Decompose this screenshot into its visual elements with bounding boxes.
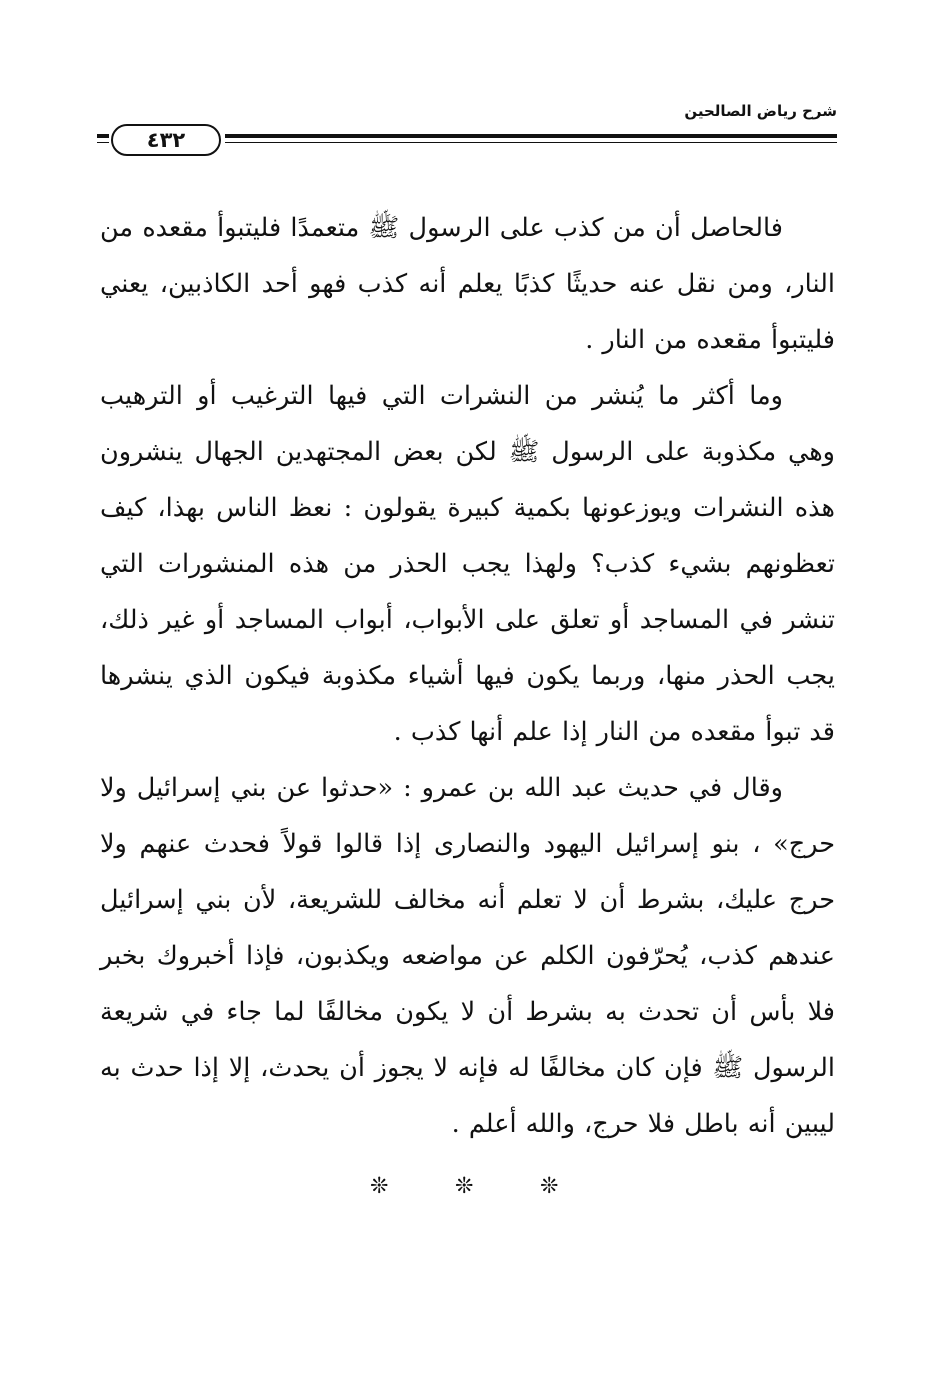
ornament-star-icon: ❊ bbox=[370, 1174, 389, 1199]
page-number: ٤٣٢ bbox=[146, 128, 186, 152]
header-rule bbox=[225, 134, 837, 138]
page-body bbox=[100, 200, 835, 1152]
running-title: شرح رياض الصالحين bbox=[684, 102, 837, 120]
header-rule-left bbox=[97, 134, 109, 138]
paragraph: وما أكثر ما يُنشر من النشرات التي فيها الترغيب أو الترهيب وهي مكذوبة على الرسول ﷺ لكن بعض المجتهدين الجهال ينشرون هذه النشرات ويوزعونها بكمية كبيرة يقولون : نعظ الناس بهذا، كيف تعظونهم بشيء كذب؟ ولهذا يجب الحذر من هذه المنشورات التي تنشر في المساجد أو تعلق على الأبواب، أبواب المساجد أو غير ذلك، يجب الحذر منها، وربما يكون فيها أشياء مكذوبة فيكون الذي ينشرها قد تبوأ مقعده من النار إذا علم أنها كذب . bbox=[100, 381, 835, 747]
section-separator bbox=[0, 1172, 950, 1202]
ornament-star-icon: ❊ bbox=[455, 1174, 474, 1199]
header-rule-thin bbox=[225, 142, 837, 143]
ornament-star-icon: ❊ bbox=[540, 1174, 559, 1199]
page-number-frame bbox=[111, 124, 221, 156]
paragraph: وقال في حديث عبد الله بن عمرو : «حدثوا عن بني إسرائيل ولا حرج» ، بنو إسرائيل اليهود والنصارى إذا قالوا قولاً فحدث عنهم ولا حرج عليك، بشرط أن لا تعلم أنه مخالف للشريعة، لأن بني إسرائيل عندهم كذب، يُحرّفون الكلم عن مواضعه ويكذبون، فإذا أخبروك بخبر فلا بأس أن تحدث به بشرط أن لا يكون مخالفًا لما جاء في شريعة الرسول ﷺ فإن كان مخالفًا له فإنه لا يجوز أن يحدث، إلا إذا حدث به ليبين أنه باطل فلا حرج، والله أعلم . bbox=[100, 773, 835, 1139]
header-rule-left-thin bbox=[97, 142, 109, 143]
paragraph: فالحاصل أن من كذب على الرسول ﷺ متعمدًا فليتبوأ مقعده من النار، ومن نقل عنه حديثًا كذبًا يعلم أنه كذب فهو أحد الكاذبين، يعني فليتبوأ مقعده من النار . bbox=[100, 213, 835, 355]
page-header bbox=[97, 96, 837, 166]
